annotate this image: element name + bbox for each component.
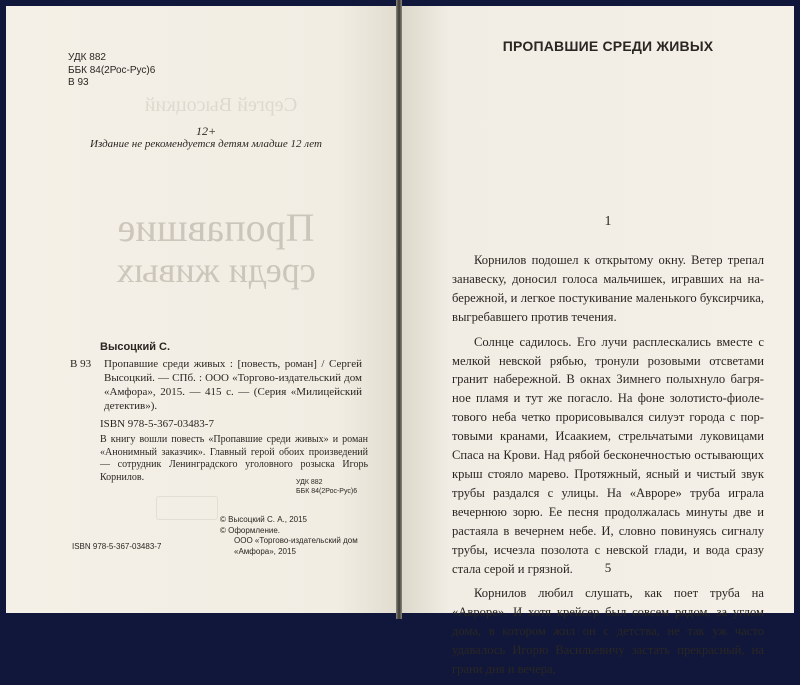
ghost-title-line1: Пропавшие xyxy=(117,205,315,250)
ghost-stamp xyxy=(156,496,218,520)
udk-block xyxy=(68,52,155,90)
copyright-line-3: ООО «Торгово-издательский дом xyxy=(234,536,358,545)
right-page xyxy=(402,6,794,677)
bbk-line: ББК 84(2Рос-Рус)6 xyxy=(68,64,156,76)
paragraph-2: Солнце садилось. Его лучи расплескались вместе с мелкой невской рябью, тронули розовыми отсветами гранит набережной. В окнах Зимнего полыхнуло багряное пламя и тут же погасло. На фоне золотисто-фиолетового неба четко прорисовывался силуэт города с портовыми кранами, Исаакием, стрельчатыми луковицами Спаса на Крови. Над рябой бесконечностью остывающих крыш стояло марево. Протяжный, ясный и чистый звук трубы раздался с улицы. На «Авроре» труба играла вечернюю зорю. Ее песня продолжалась минуты две и растаяла в вечернем небе. И, словно повинуясь сигналу трубы, исчезла позолота с невской глади, и вода сразу стала серой и грязной. xyxy=(452,334,764,576)
udk-small-line: УДК 882 xyxy=(296,479,323,486)
udk-line: УДК 882 xyxy=(68,52,106,63)
catalog-block xyxy=(70,357,362,413)
age-rating: 12+ xyxy=(195,124,217,138)
chapter-number: 1 xyxy=(604,214,612,229)
author-mark-line: В 93 xyxy=(68,77,89,88)
left-page xyxy=(6,6,396,613)
body-text xyxy=(452,251,764,685)
page-number: 5 xyxy=(604,560,612,575)
author-heading: Высоцкий С. xyxy=(100,341,171,353)
copyright-line-2: © Оформление. xyxy=(220,525,280,535)
catalog-entry: Пропавшие среди живых : [повесть, роман] / Сергей Высоцкий. — СПб. : ООО «Торгово-издательский дом «Амфора», 2015. — 415 с. — (Серия «Милицейский детектив»). xyxy=(104,358,362,412)
age-notice: Издание не рекомендуется детям младше 12 лет xyxy=(90,138,322,150)
page-title: ПРОПАВШИЕ СРЕДИ ЖИВЫХ xyxy=(502,38,714,54)
isbn-bottom: ISBN 978-5-367-03483-7 xyxy=(72,542,162,551)
ghost-author: Сергей Высоцкий xyxy=(144,94,298,116)
catalog-code: В 93 xyxy=(70,358,92,370)
copyright-line-4: «Амфора», 2015 xyxy=(234,546,296,556)
isbn-line: ISBN 978-5-367-03483-7 xyxy=(100,418,214,430)
paragraph-1: Корнилов подошел к открытому окну. Ветер трепал занавеску, доносил голоса мальчишек, игравших на набережной, и легкое постукивание маленького буксирчика, выгребавшего против течения. xyxy=(452,253,764,324)
annotation: В книгу вошли повесть «Пропавшие среди живых» и роман «Анонимный заказчик». Главный герой обоих произведений — сотрудник Ленинградского уголовного розыска Игорь Корнилов. xyxy=(100,434,368,483)
bbk-small-line: ББК 84(2Рос-Рус)6 xyxy=(296,488,358,495)
paragraph-3: Корнилов любил слушать, как поет труба на «Авроре». И хотя крейсер был совсем рядом, за углом дома, в котором жил он с детства, не так уж часто удавалось Игорю Васильевичу застать прекрасный, на грани дня и вечера, xyxy=(452,586,764,677)
copyright-block xyxy=(220,515,358,557)
ghost-title-line2: среди живых xyxy=(116,250,316,290)
copyright-line-1: © Высоцкий С. А., 2015 xyxy=(220,515,308,524)
udk-block-small xyxy=(296,478,357,496)
